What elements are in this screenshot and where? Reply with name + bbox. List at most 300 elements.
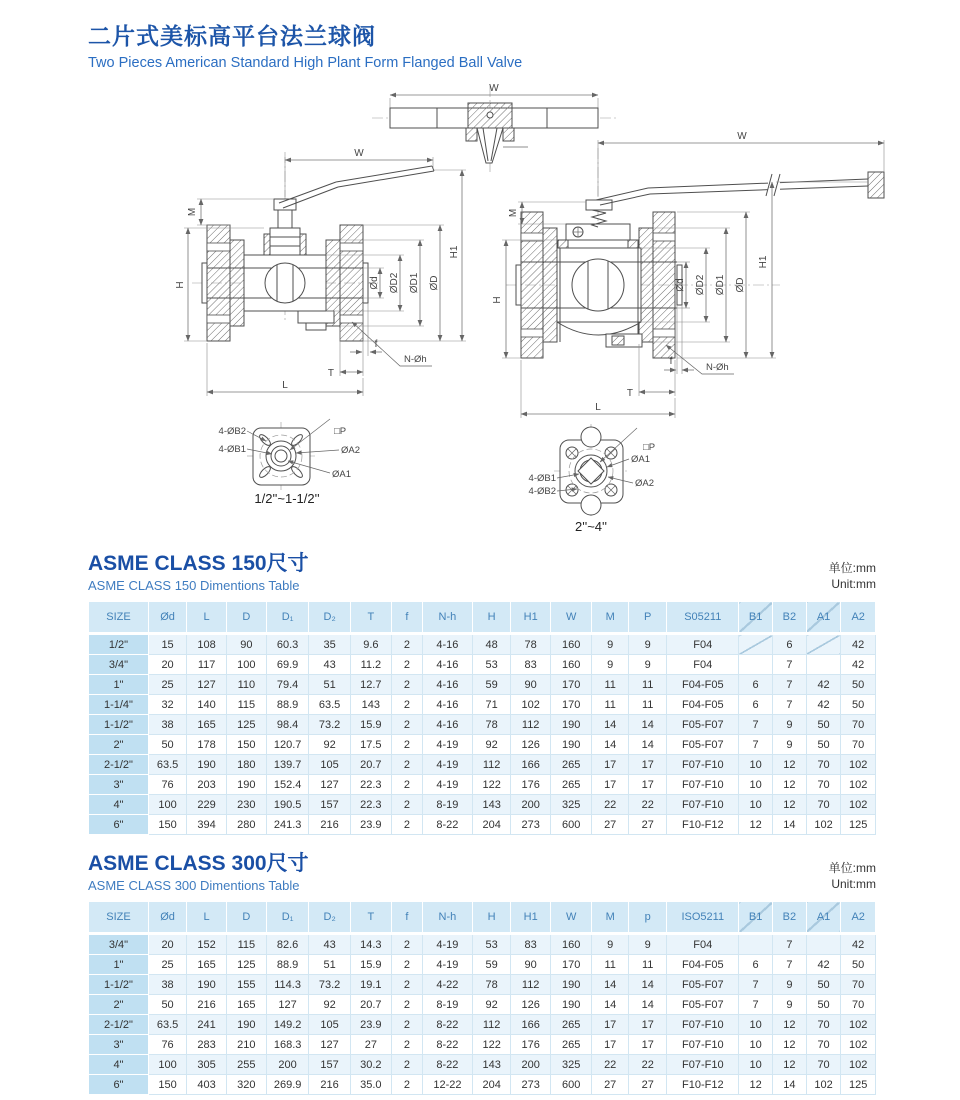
value-cell: 122 [473,775,511,795]
value-cell: 126 [511,995,551,1015]
dim-label-l-left: L [282,380,288,391]
value-cell: 9 [773,715,807,735]
column-header: M [592,602,629,634]
value-cell: 27 [629,815,667,835]
table-row [89,995,876,1015]
value-cell: 190 [226,1015,266,1035]
value-cell: 150 [226,735,266,755]
value-cell: 265 [551,1035,592,1055]
value-cell: 102 [806,1075,841,1095]
value-cell: 43 [309,655,350,675]
section-heading: ASME CLASS 150尺寸 [88,552,309,575]
value-cell: 265 [551,1015,592,1035]
value-cell: 102 [511,695,551,715]
value-cell: 160 [551,934,592,955]
right-flange [340,225,363,341]
value-cell: 70 [841,995,876,1015]
value-cell: 17 [592,775,629,795]
value-cell: 170 [551,695,592,715]
value-cell: 50 [806,715,841,735]
value-cell: 90 [511,955,551,975]
value-cell: 25 [148,955,186,975]
table-row [89,795,876,815]
value-cell [806,655,841,675]
value-cell: 42 [806,955,841,975]
value-cell: 9 [592,655,629,675]
value-cell: 50 [806,735,841,755]
value-cell: 190 [226,775,266,795]
value-cell: 265 [551,775,592,795]
value-cell: 102 [841,1035,876,1055]
value-cell: 59 [473,675,511,695]
value-cell: 216 [309,1075,350,1095]
value-cell: 11 [629,955,667,975]
value-cell: 2 [391,755,422,775]
value-cell: 2 [391,795,422,815]
value-cell: 2 [391,815,422,835]
value-cell: F10-F12 [667,1075,739,1095]
value-cell: 15.9 [350,715,391,735]
dim-label-m-right: M [508,208,519,218]
value-cell: 160 [551,634,592,655]
value-cell: F05-F07 [667,975,739,995]
value-cell: 2 [391,675,422,695]
handle-top-view [372,83,616,172]
value-cell: 176 [511,1035,551,1055]
value-cell: 112 [511,975,551,995]
page-title-en: Two Pieces American Standard High Plant Form Flanged Ball Valve [88,55,523,71]
value-cell: 8-22 [422,815,472,835]
value-cell: 10 [739,1055,773,1075]
table-row [89,1075,876,1095]
value-cell: 82.6 [266,934,309,955]
value-cell: 9.6 [350,634,391,655]
value-cell: 14 [592,995,629,1015]
table-row [89,755,876,775]
value-cell: 14 [629,995,667,1015]
size-cell: 3/4" [89,934,149,955]
value-cell: 168.3 [266,1035,309,1055]
units-note [829,560,876,594]
value-cell: 160 [551,655,592,675]
value-cell: 50 [841,675,876,695]
dim-label-nh-left: N-Øh [404,354,427,365]
unit-en: Unit:mm [831,577,876,592]
value-cell: 2 [391,655,422,675]
flange-bottom-view-small [219,419,360,506]
table-row [89,715,876,735]
value-cell: 204 [473,815,511,835]
value-cell: 394 [187,815,227,835]
table-row [89,1015,876,1035]
value-cell: 73.2 [309,975,350,995]
value-cell: 50 [806,975,841,995]
column-header: D₂ [309,902,350,934]
dim-label-w-left: W [354,148,364,159]
value-cell: 50 [148,995,186,1015]
value-cell: 100 [148,795,186,815]
value-cell: 166 [511,1015,551,1035]
label-4-b2-large: 4-ØB2 [528,486,556,497]
value-cell: F07-F10 [667,775,739,795]
value-cell: 42 [806,675,841,695]
column-header: H1 [511,902,551,934]
section-subheading: ASME CLASS 150 Dimentions Table [88,578,300,594]
value-cell: 230 [226,795,266,815]
value-cell: 149.2 [266,1015,309,1035]
table-row [89,975,876,995]
value-cell: 157 [309,795,350,815]
column-header: W [551,902,592,934]
dim-label-t-right: T [626,388,633,399]
value-cell: 265 [551,755,592,775]
table-row [89,934,876,955]
value-cell: 78 [511,634,551,655]
value-cell: 4-16 [422,634,472,655]
dim-label-h-left: H [175,281,186,289]
value-cell: 8-19 [422,795,472,815]
value-cell: 14 [773,815,807,835]
value-cell: 102 [841,795,876,815]
value-cell: F05-F07 [667,735,739,755]
dim-label-dd-left: ØD [429,275,440,291]
value-cell: 70 [806,1055,841,1075]
value-cell: 78 [473,715,511,735]
dim-label-dd-right: ØD [735,277,746,293]
label-a2-small: ØA2 [341,445,361,456]
value-cell: 7 [739,995,773,1015]
value-cell: 165 [187,955,227,975]
value-cell: 9 [629,934,667,955]
value-cell: 50 [841,955,876,975]
flange-bottom-view-large [529,424,656,534]
dim-label-t-left: T [327,368,334,379]
section-asme-300 [88,852,876,1095]
value-cell [739,934,773,955]
value-cell: 105 [309,1015,350,1035]
value-cell: 241.3 [266,815,309,835]
label-4-b1-small: 4-ØB1 [218,444,246,455]
value-cell [739,634,773,655]
value-cell: 22.3 [350,775,391,795]
label-p-large: □P [643,442,656,453]
bonnet [270,228,300,255]
value-cell: 255 [226,1055,266,1075]
dim-label-d2-right: ØD2 [695,274,706,296]
value-cell: 4-16 [422,715,472,735]
size-cell: 1-1/2" [89,975,149,995]
value-cell: 4-19 [422,775,472,795]
value-cell: 50 [841,695,876,715]
column-header: M [592,902,629,934]
size-cell: 1" [89,955,149,975]
value-cell: 20.7 [350,755,391,775]
value-cell: 17 [592,755,629,775]
dim-label-nh-right: N-Øh [706,362,729,373]
value-cell: 9 [629,634,667,655]
value-cell: 4-16 [422,675,472,695]
table-row [89,655,876,675]
value-cell: 43 [309,934,350,955]
value-cell: 139.7 [266,755,309,775]
header-row [89,902,876,934]
value-cell: 2 [391,1075,422,1095]
value-cell: F04 [667,934,739,955]
value-cell: 143 [350,695,391,715]
value-cell: 48 [473,634,511,655]
value-cell: 2 [391,634,422,655]
value-cell: 122 [473,1035,511,1055]
value-cell: 6 [739,955,773,975]
dim-label-d-right: Ød [675,278,686,292]
value-cell: 190 [551,975,592,995]
value-cell: 325 [551,795,592,815]
size-cell: 1-1/2" [89,715,149,735]
dim-label-m-left: M [187,207,198,217]
section-heading: ASME CLASS 300尺寸 [88,852,309,875]
value-cell: 22 [592,795,629,815]
stem-cap [586,200,612,210]
value-cell: 23.9 [350,815,391,835]
value-cell: 273 [511,1075,551,1095]
dim-label-d2-left: ØD2 [389,272,400,294]
value-cell: 42 [806,695,841,715]
value-cell: 10 [739,1015,773,1035]
value-cell: 90 [226,634,266,655]
value-cell: 53 [473,934,511,955]
value-cell: 143 [473,795,511,815]
value-cell: 200 [511,795,551,815]
size-cell: 1-1/4" [89,695,149,715]
value-cell: 70 [806,775,841,795]
value-cell: 88.9 [266,955,309,975]
page-title-zh: 二片式美标高平台法兰球阀 [88,23,376,49]
size-cell: 2" [89,735,149,755]
value-cell: 12 [773,755,807,775]
value-cell: F04-F05 [667,695,739,715]
value-cell: 115 [226,695,266,715]
value-cell: 102 [806,815,841,835]
value-cell: 14.3 [350,934,391,955]
table-row [89,775,876,795]
value-cell: 105 [309,755,350,775]
column-header: B2 [773,902,807,934]
column-header: Ød [148,902,186,934]
column-header: B1 [739,902,773,934]
value-cell: 12 [773,1015,807,1035]
column-header: A2 [841,602,876,634]
value-cell: 4-19 [422,955,472,975]
value-cell: 27 [350,1035,391,1055]
value-cell: 4-19 [422,934,472,955]
column-header: L [187,602,227,634]
value-cell: 35 [309,634,350,655]
value-cell: 127 [309,1035,350,1055]
value-cell: 126 [511,735,551,755]
value-cell: 17.5 [350,735,391,755]
value-cell: F07-F10 [667,1015,739,1035]
value-cell: 12.7 [350,675,391,695]
column-header: W [551,602,592,634]
table-row [89,955,876,975]
column-header: A1 [806,602,841,634]
value-cell: 51 [309,955,350,975]
value-cell: 12 [773,795,807,815]
value-cell: 11 [629,695,667,715]
value-cell: 92 [473,995,511,1015]
value-cell: 190.5 [266,795,309,815]
value-cell [806,934,841,955]
value-cell: 216 [187,995,227,1015]
size-cell: 1/2" [89,634,149,655]
value-cell: 190 [187,755,227,775]
size-cell: 2-1/2" [89,1015,149,1035]
mounting-pad [558,240,638,248]
value-cell: 2 [391,775,422,795]
value-cell: 92 [309,995,350,1015]
value-cell: 165 [187,715,227,735]
value-cell: 305 [187,1055,227,1075]
value-cell: F04 [667,655,739,675]
value-cell: 115 [226,934,266,955]
value-cell: 92 [309,735,350,755]
value-cell: 63.5 [148,755,186,775]
value-cell: 14 [629,975,667,995]
table-row [89,1055,876,1075]
value-cell: 71 [473,695,511,715]
value-cell: 8-19 [422,995,472,1015]
value-cell: 70 [806,795,841,815]
ball [265,263,305,303]
value-cell: 100 [148,1055,186,1075]
unit-zh: 单位:mm [828,860,876,875]
value-cell: 403 [187,1075,227,1095]
value-cell: 22.3 [350,795,391,815]
value-cell: 25 [148,675,186,695]
column-header: B1 [739,602,773,634]
value-cell: 125 [226,715,266,735]
value-cell: 20 [148,655,186,675]
value-cell: 14 [629,715,667,735]
label-a1-small: ØA1 [332,469,352,480]
value-cell: 110 [226,675,266,695]
label-p-small: □P [334,426,347,437]
column-header: A1 [806,902,841,934]
value-cell: 320 [226,1075,266,1095]
table-row [89,735,876,755]
value-cell: 9 [773,735,807,755]
column-header: f [391,602,422,634]
dim-label-d-left: Ød [369,276,380,290]
value-cell: 38 [148,715,186,735]
value-cell: 17 [592,1015,629,1035]
value-cell: 83 [511,934,551,955]
value-cell: 157 [309,1055,350,1075]
value-cell: 17 [629,1035,667,1055]
value-cell: 27 [592,815,629,835]
value-cell: 70 [806,1035,841,1055]
value-cell: 117 [187,655,227,675]
value-cell: 8-22 [422,1015,472,1035]
dim-label-h1-right: H1 [758,255,769,269]
column-header: T [350,602,391,634]
value-cell: 190 [551,735,592,755]
value-cell: 140 [187,695,227,715]
value-cell: 2 [391,995,422,1015]
value-cell: 70 [806,755,841,775]
value-cell: F07-F10 [667,755,739,775]
value-cell: 165 [226,995,266,1015]
value-cell: 63.5 [309,695,350,715]
value-cell: 190 [187,975,227,995]
label-a1-large: ØA1 [631,454,651,465]
column-header: D₁ [266,602,309,634]
value-cell: 2 [391,695,422,715]
column-header: p [629,902,667,934]
value-cell: 15.9 [350,955,391,975]
value-cell: 150 [148,1075,186,1095]
table-row [89,634,876,655]
value-cell: 38 [148,975,186,995]
table-row [89,1035,876,1055]
value-cell: 4-19 [422,735,472,755]
value-cell: 6 [739,695,773,715]
column-header: L [187,902,227,934]
value-cell: 70 [841,975,876,995]
column-header: D₂ [309,602,350,634]
value-cell: 83 [511,655,551,675]
value-cell: 6 [773,634,807,655]
value-cell: 10 [739,1035,773,1055]
value-cell: 14 [629,735,667,755]
column-header: P [629,602,667,634]
column-header: D [226,902,266,934]
value-cell: 7 [773,655,807,675]
value-cell: 210 [226,1035,266,1055]
value-cell: 10 [739,755,773,775]
value-cell [739,655,773,675]
label-4-b2-small: 4-ØB2 [218,426,246,437]
value-cell: 170 [551,675,592,695]
value-cell: 92 [473,735,511,755]
left-flange [207,225,230,341]
value-cell: 120.7 [266,735,309,755]
value-cell: 12 [773,1035,807,1055]
value-cell: 127 [187,675,227,695]
column-header: N-h [422,602,472,634]
dim-label-d1-right: ØD1 [715,274,726,296]
value-cell: 70 [841,735,876,755]
value-cell: 17 [629,775,667,795]
value-cell: 200 [266,1055,309,1075]
value-cell: 150 [148,815,186,835]
value-cell: F05-F07 [667,715,739,735]
caption-large-sizes: 2''~4'' [575,519,607,534]
value-cell: 42 [841,634,876,655]
value-cell: F05-F07 [667,995,739,1015]
value-cell: 4-19 [422,755,472,775]
value-cell: F07-F10 [667,1035,739,1055]
value-cell: 176 [511,775,551,795]
value-cell: 204 [473,1075,511,1095]
value-cell: 10 [739,775,773,795]
size-cell: 6" [89,815,149,835]
column-header: SIZE [89,902,149,934]
column-header: ISO5211 [667,902,739,934]
value-cell: 23.9 [350,1015,391,1035]
value-cell: 273 [511,815,551,835]
unit-zh: 单位:mm [828,560,876,575]
